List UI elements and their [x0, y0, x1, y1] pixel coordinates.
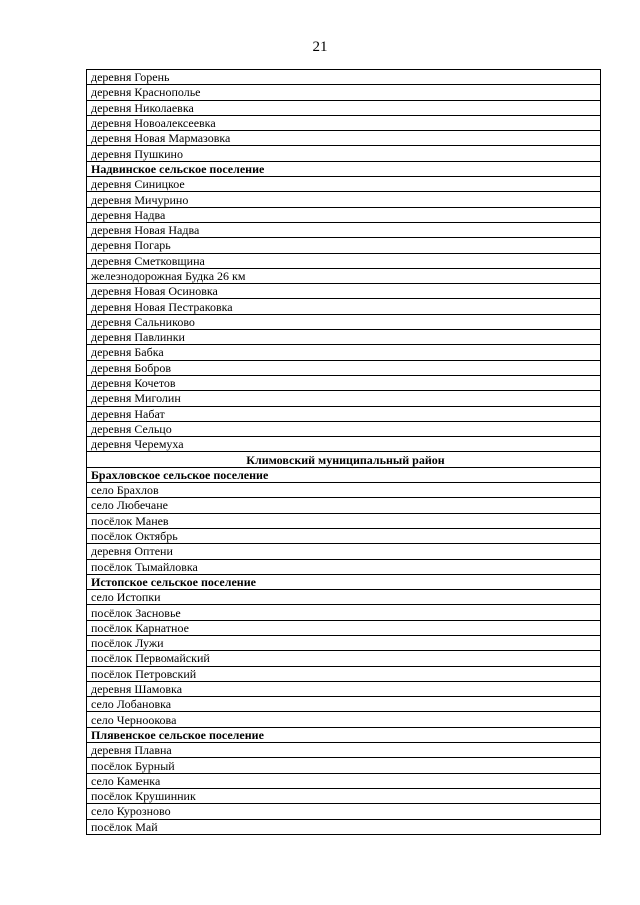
locality-name: деревня Оптени [87, 544, 601, 559]
locality-name: деревня Николаевка [87, 100, 601, 115]
table-row [87, 483, 601, 498]
settlement-header-row [87, 727, 601, 742]
locality-name: посёлок Карнатное [87, 620, 601, 635]
locality-name: посёлок Петровский [87, 666, 601, 681]
table-row [87, 238, 601, 253]
locality-name: деревня Сельцо [87, 421, 601, 436]
locality-name: деревня Бобров [87, 360, 601, 375]
table-row [87, 192, 601, 207]
table-row [87, 284, 601, 299]
table-row [87, 85, 601, 100]
table-row [87, 498, 601, 513]
table-row [87, 375, 601, 390]
locality-name: деревня Новоалексеевка [87, 115, 601, 130]
table-row [87, 819, 601, 834]
locality-name: деревня Новая Надва [87, 222, 601, 237]
table-row [87, 590, 601, 605]
locality-name: деревня Пушкино [87, 146, 601, 161]
locality-name: село Истопки [87, 590, 601, 605]
locality-name: село Курозново [87, 804, 601, 819]
table-row [87, 544, 601, 559]
table-row [87, 268, 601, 283]
locality-name: деревня Шамовка [87, 681, 601, 696]
table-row [87, 391, 601, 406]
table-row [87, 253, 601, 268]
locality-name: посёлок Тымайловка [87, 559, 601, 574]
locality-name: деревня Сальниково [87, 314, 601, 329]
table-row [87, 146, 601, 161]
table-row [87, 697, 601, 712]
table-row [87, 513, 601, 528]
settlement-name: Надвинское сельское поселение [87, 161, 601, 176]
table-row [87, 788, 601, 803]
table-row [87, 406, 601, 421]
district-name: Климовский муниципальный район [87, 452, 601, 467]
settlement-name: Истопское сельское поселение [87, 574, 601, 589]
locality-name: посёлок Лужи [87, 635, 601, 650]
locality-name: деревня Новая Пестраковка [87, 299, 601, 314]
locality-name: село Лобановка [87, 697, 601, 712]
locality-name: деревня Горень [87, 70, 601, 85]
locality-name: деревня Надва [87, 207, 601, 222]
table-row [87, 528, 601, 543]
table-row [87, 681, 601, 696]
table-row [87, 666, 601, 681]
table-row [87, 100, 601, 115]
locality-name: деревня Кочетов [87, 375, 601, 390]
settlement-header-row [87, 161, 601, 176]
locality-name: деревня Бабка [87, 345, 601, 360]
table-row [87, 360, 601, 375]
table-row [87, 299, 601, 314]
table-row [87, 559, 601, 574]
table-row [87, 712, 601, 727]
table-row [87, 177, 601, 192]
table-row [87, 345, 601, 360]
table-row [87, 605, 601, 620]
locality-name: село Каменка [87, 773, 601, 788]
table-row [87, 620, 601, 635]
locality-name: село Черноокова [87, 712, 601, 727]
locality-name: деревня Плавна [87, 743, 601, 758]
locality-name: деревня Погарь [87, 238, 601, 253]
settlement-header-row [87, 574, 601, 589]
locality-name: посёлок Манев [87, 513, 601, 528]
settlement-name: Плявенское сельское поселение [87, 727, 601, 742]
table-row [87, 131, 601, 146]
table-row [87, 651, 601, 666]
locality-name: деревня Синицкое [87, 177, 601, 192]
locality-name: деревня Сметковщина [87, 253, 601, 268]
table-row [87, 207, 601, 222]
table-row [87, 437, 601, 452]
page-number: 21 [312, 39, 328, 55]
table-row [87, 773, 601, 788]
table-row [87, 758, 601, 773]
locality-name: деревня Миголин [87, 391, 601, 406]
settlement-header-row [87, 467, 601, 482]
locality-name: посёлок Май [87, 819, 601, 834]
table-row [87, 743, 601, 758]
table-row [87, 314, 601, 329]
settlements-table [86, 69, 601, 835]
table-row [87, 115, 601, 130]
locality-name: село Брахлов [87, 483, 601, 498]
locality-name: деревня Краснополье [87, 85, 601, 100]
locality-name: посёлок Первомайский [87, 651, 601, 666]
settlements-table-body [87, 70, 601, 835]
table-row [87, 421, 601, 436]
locality-name: деревня Новая Осиновка [87, 284, 601, 299]
locality-name: посёлок Октябрь [87, 528, 601, 543]
locality-name: деревня Набат [87, 406, 601, 421]
table-row [87, 635, 601, 650]
locality-name: деревня Черемуха [87, 437, 601, 452]
locality-name: железнодорожная Будка 26 км [87, 268, 601, 283]
table-row [87, 222, 601, 237]
locality-name: деревня Новая Мармазовка [87, 131, 601, 146]
locality-name: посёлок Засновье [87, 605, 601, 620]
locality-name: посёлок Бурный [87, 758, 601, 773]
table-row [87, 804, 601, 819]
table-row [87, 70, 601, 85]
table-row [87, 330, 601, 345]
locality-name: деревня Павлинки [87, 330, 601, 345]
locality-name: село Любечане [87, 498, 601, 513]
locality-name: посёлок Крушинник [87, 788, 601, 803]
locality-name: деревня Мичурино [87, 192, 601, 207]
district-header-row [87, 452, 601, 467]
settlement-name: Брахловское сельское поселение [87, 467, 601, 482]
